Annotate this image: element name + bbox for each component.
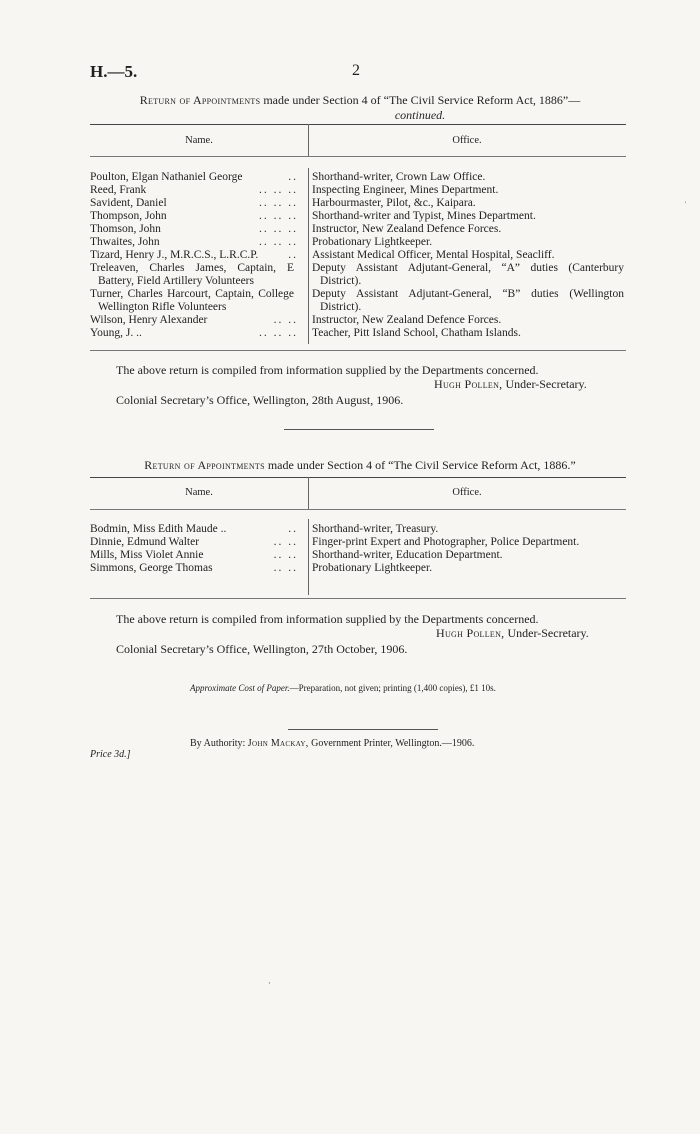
table-row — [90, 549, 626, 562]
leader-dots: .. .. — [273, 314, 298, 326]
leader-dots: .. .. .. — [259, 236, 298, 248]
office-held: Harbourmaster, Pilot, &c., Kaipara. — [312, 197, 476, 209]
table-row — [90, 536, 626, 549]
signer-title: Under-Secretary. — [505, 377, 587, 391]
section-2-title-rest: made under Section 4 of “The Civil Service Reform Act, 1886.” — [267, 458, 576, 472]
table-row — [90, 223, 626, 236]
leader-dots: .. .. .. — [259, 210, 298, 222]
leader-dots: .. .. .. — [259, 327, 298, 339]
column-header-office: Office. — [452, 135, 482, 146]
cost-label: Approximate Cost of Paper. — [190, 683, 290, 693]
leader-dots: .. .. — [273, 562, 298, 574]
table-row — [90, 171, 626, 184]
appointee-name: Thompson, John — [90, 210, 167, 222]
cost-of-paper — [190, 683, 496, 693]
column-header-name: Name. — [185, 487, 213, 498]
table-row — [90, 523, 626, 536]
table-top-rule — [90, 477, 626, 478]
appointee-name: Savident, Daniel — [90, 197, 167, 209]
print-speck: · — [268, 978, 271, 988]
header-column-divider — [308, 124, 309, 156]
appointee-name: Bodmin, Miss Edith Maude .. — [90, 523, 227, 535]
table-row — [90, 184, 626, 197]
appointee-name: Thwaites, John — [90, 236, 160, 248]
table-row — [90, 262, 626, 288]
footer-rule — [288, 729, 438, 730]
office-held: Shorthand-writer, Treasury. — [312, 523, 439, 535]
office-held: Shorthand-writer, Crown Law Office. — [312, 171, 486, 183]
leader-dots: .. .. — [273, 536, 298, 548]
section-1-table — [90, 124, 626, 354]
section-1-place-date: Colonial Secretary’s Office, Wellington, 28th August, 1906. — [116, 393, 404, 407]
appointee-name: Dinnie, Edmund Walter — [90, 536, 200, 548]
table-bottom-rule — [90, 350, 626, 351]
section-2-title-smallcaps: Return of Appointments — [144, 458, 265, 472]
office-held: Finger-print Expert and Photographer, Police Department. — [312, 536, 580, 548]
office-held: Instructor, New Zealand Defence Forces. — [312, 223, 502, 235]
appointee-name: Wilson, Henry Alexander — [90, 314, 208, 326]
office-held: Probationary Lightkeeper. — [312, 562, 433, 574]
appointee-name: Turner, Charles Harcourt, Captain, College Wellington Rifle Volunteers — [90, 288, 294, 313]
printer-rest: Government Printer, Wellington.—1906. — [311, 738, 475, 749]
signer-title: Under-Secretary. — [507, 626, 589, 640]
table-row — [90, 314, 626, 327]
section-1-rows — [90, 171, 626, 340]
office-held: Shorthand-writer and Typist, Mines Department. — [312, 210, 536, 222]
section-1-title-rest: made under Section 4 of “The Civil Service Reform Act, 1886”— — [263, 93, 581, 107]
appointee-name: Poulton, Elgan Nathaniel George — [90, 171, 243, 183]
column-header-office: Office. — [452, 487, 482, 498]
table-row — [90, 249, 626, 262]
office-held: Inspecting Engineer, Mines Department. — [312, 184, 499, 196]
section-1-signature — [434, 377, 587, 392]
section-1-title — [90, 93, 630, 123]
price: Price 3d.] — [90, 749, 131, 760]
leader-dots: .. — [288, 523, 298, 535]
table-row — [90, 288, 626, 314]
page-number: 2 — [352, 62, 360, 79]
table-top-rule — [90, 124, 626, 125]
printer-name: John Mackay, — [247, 738, 309, 749]
header-column-divider — [308, 477, 309, 509]
table-row — [90, 210, 626, 223]
section-2-table — [90, 477, 626, 603]
signer-name: Hugh Pollen, — [434, 377, 503, 391]
appointee-name: Simmons, George Thomas — [90, 562, 213, 574]
printer-prefix: By Authority: — [190, 738, 246, 749]
appointee-name: Tizard, Henry J., M.R.C.S., L.R.C.P. — [90, 249, 259, 261]
office-held: Instructor, New Zealand Defence Forces. — [312, 314, 502, 326]
section-2-title — [90, 458, 630, 473]
table-header-rule — [90, 156, 626, 157]
office-held: Probationary Lightkeeper. — [312, 236, 433, 248]
appointee-name: Thomson, John — [90, 223, 161, 235]
table-header-rule — [90, 509, 626, 510]
office-held: Deputy Assistant Adjutant-General, “B” duties (Wellington District). — [312, 288, 624, 313]
section-2-note: The above return is compiled from information supplied by the Departments concerned. — [116, 612, 539, 626]
office-held: Teacher, Pitt Island School, Chatham Islands. — [312, 327, 521, 339]
leader-dots: .. .. — [273, 549, 298, 561]
appointee-name: Young, J. .. — [90, 327, 142, 339]
section-1-note: The above return is compiled from information supplied by the Departments concerned. — [116, 363, 539, 377]
leader-dots: .. — [288, 249, 298, 261]
section-2-signature — [436, 626, 589, 641]
office-held: Shorthand-writer, Education Department. — [312, 549, 503, 561]
table-row — [90, 236, 626, 249]
section-1-title-continued: continued. — [394, 108, 446, 122]
column-header-name: Name. — [185, 135, 213, 146]
office-held: Deputy Assistant Adjutant-General, “A” duties (Canterbury District). — [312, 262, 624, 287]
printer-imprint — [190, 738, 474, 749]
section-1-title-smallcaps: Return of Appointments — [139, 93, 261, 107]
appointee-name: Treleaven, Charles James, Captain, E Battery, Field Artillery Volunteers — [90, 262, 294, 287]
section-2-place-date: Colonial Secretary’s Office, Wellington, 27th October, 1906. — [116, 642, 408, 656]
leader-dots: .. .. .. — [259, 197, 298, 209]
table-row — [90, 197, 626, 210]
cost-text: —Preparation, not given; printing (1,400 copies), £1 10s. — [289, 683, 496, 693]
print-speck: ˌ — [684, 193, 687, 203]
leader-dots: .. .. .. — [259, 223, 298, 235]
page-header — [90, 62, 610, 84]
appointee-name: Mills, Miss Violet Annie — [90, 549, 204, 561]
table-row — [90, 562, 626, 575]
table-bottom-rule — [90, 598, 626, 599]
document-code: H.—5. — [90, 62, 138, 81]
table-row — [90, 327, 626, 340]
signer-name: Hugh Pollen, — [436, 626, 505, 640]
leader-dots: .. .. .. — [259, 184, 298, 196]
leader-dots: .. — [288, 171, 298, 183]
office-held: Assistant Medical Officer, Mental Hospital, Seacliff. — [312, 249, 555, 261]
section-separator-rule — [284, 429, 434, 430]
appointee-name: Reed, Frank — [90, 184, 147, 196]
section-2-rows — [90, 523, 626, 575]
